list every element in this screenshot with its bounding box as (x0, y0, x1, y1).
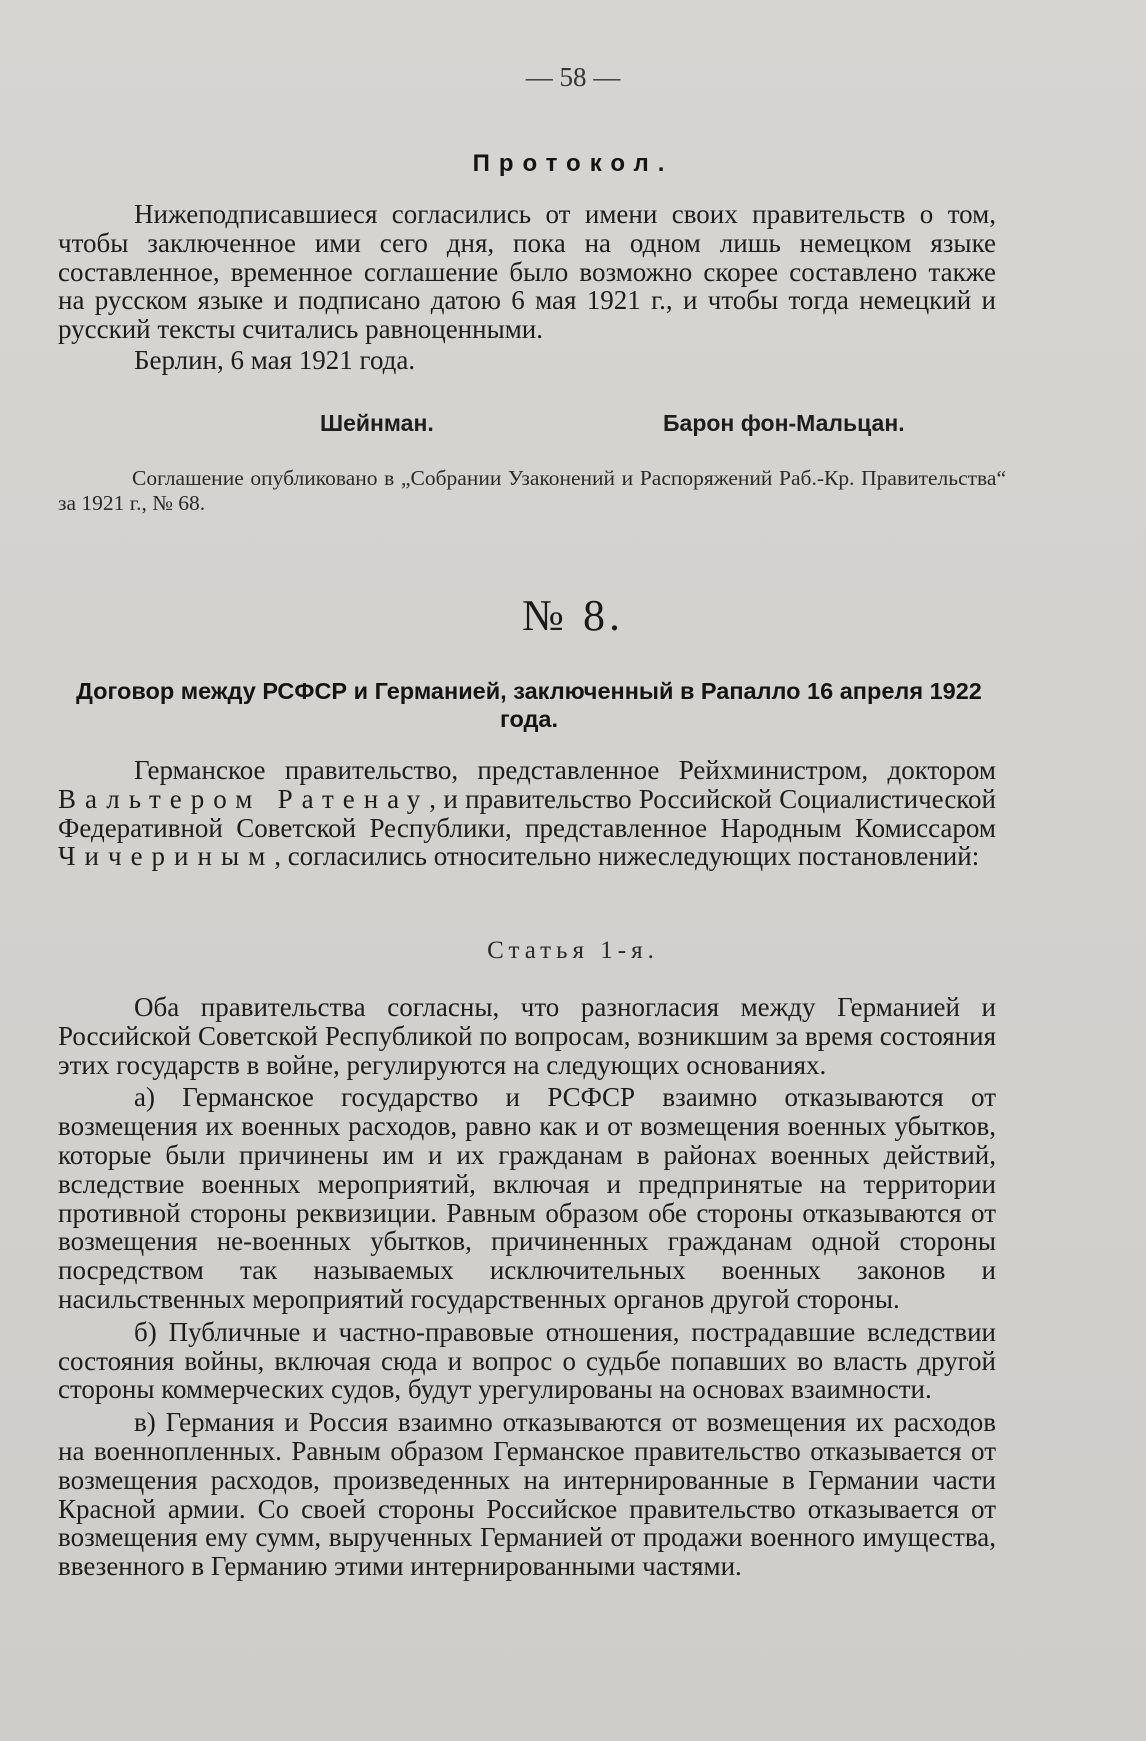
document-number: № 8. (522, 591, 624, 640)
preamble-part-3: , согласились относительно нижеследующих постановлений: (274, 841, 980, 872)
clause-b: б) Публичные и частно-правовые отношения, пострадавшие вследствии состояния войны, включая сюда и вопрос о судьбе попавших во власть другой стороны коммерческих судов, будут урегулированы на основах взаимности. (58, 1316, 996, 1405)
preamble-part-1: Германское правительство, представленное Рейхминистром, доктором (134, 755, 996, 785)
protocol-body: Нижеподписавшиеся согласились от имени своих правительств о том, чтобы заключенное ими сего дня, пока на одном лишь немецком языке составленное, временное соглашение было возможно скорее составлено также на русском языке и подписано датою 6 мая 1921 г., и чтобы тогда немецкий и русский тексты считались равноценными. (58, 199, 996, 345)
publication-note: Соглашение опубликовано в „Собрании Узаконений и Распоряжений Раб.-Кр. Правительства“ за 1921 г., № 68. (58, 466, 1006, 515)
protocol-section (58, 200, 996, 375)
preamble-name-ratenau: Вальтером Ратенау (58, 783, 430, 814)
preamble-section (58, 756, 996, 871)
clause-c: в) Германия и Россия взаимно отказываются от возмещения их расходов на военнопленных. Равным образом Германское правительство отказывается от возмещения расходов, произведенных на интернированные в Германии части Красной армии. Со своей стороны Российское правительство отказывается от возмещения ему сумм, вырученных Германией от продажи военного имущества, ввезенного в Германию этими интернированными частями. (58, 1407, 996, 1582)
preamble (58, 756, 996, 871)
protocol-place-date: Берлин, 6 мая 1921 года. (134, 344, 416, 375)
preamble-part-2: , и правительство Российской Социалистической Федеративной Советской Республики, представленное Народным Комиссаром (58, 783, 996, 843)
article-intro: Оба правительства согласны, что разногласия между Германией и Российской Советской Республикой по вопросам, возникшим за время состояния этих государств в войне, регулируются на следующих основаниях. (58, 992, 996, 1080)
article-heading: Статья 1-я. (487, 937, 659, 964)
article-section (58, 993, 996, 1581)
protocol-title: Протокол. (472, 150, 674, 177)
page-number: — 58 — (525, 62, 621, 92)
preamble-name-chicherin: Чичериным (58, 841, 275, 872)
signatory-right: Барон фон-Мальцан. (663, 410, 905, 436)
signatures (58, 410, 996, 442)
signatory-left: Шейнман. (320, 410, 434, 436)
treaty-title: Договор между РСФСР и Германией, заключенный в Рапалло 16 апреля 1922 года. (76, 678, 982, 732)
clause-a: а) Германское государство и РСФСР взаимно отказываются от возмещения их военных расходов, равно как и от возмещения военных убытков, которые были причинены им и их гражданам в районах военных действий, вследствие военных мероприятий, включая и предпринятые на территории противной стороны реквизиции. Равным образом обе стороны отказываются от возмещения не-военных убытков, причиненных гражданам одной стороны посредством так называемых исключительных военных законов и насильственных мероприятий государственных органов другой стороны. (58, 1082, 996, 1314)
